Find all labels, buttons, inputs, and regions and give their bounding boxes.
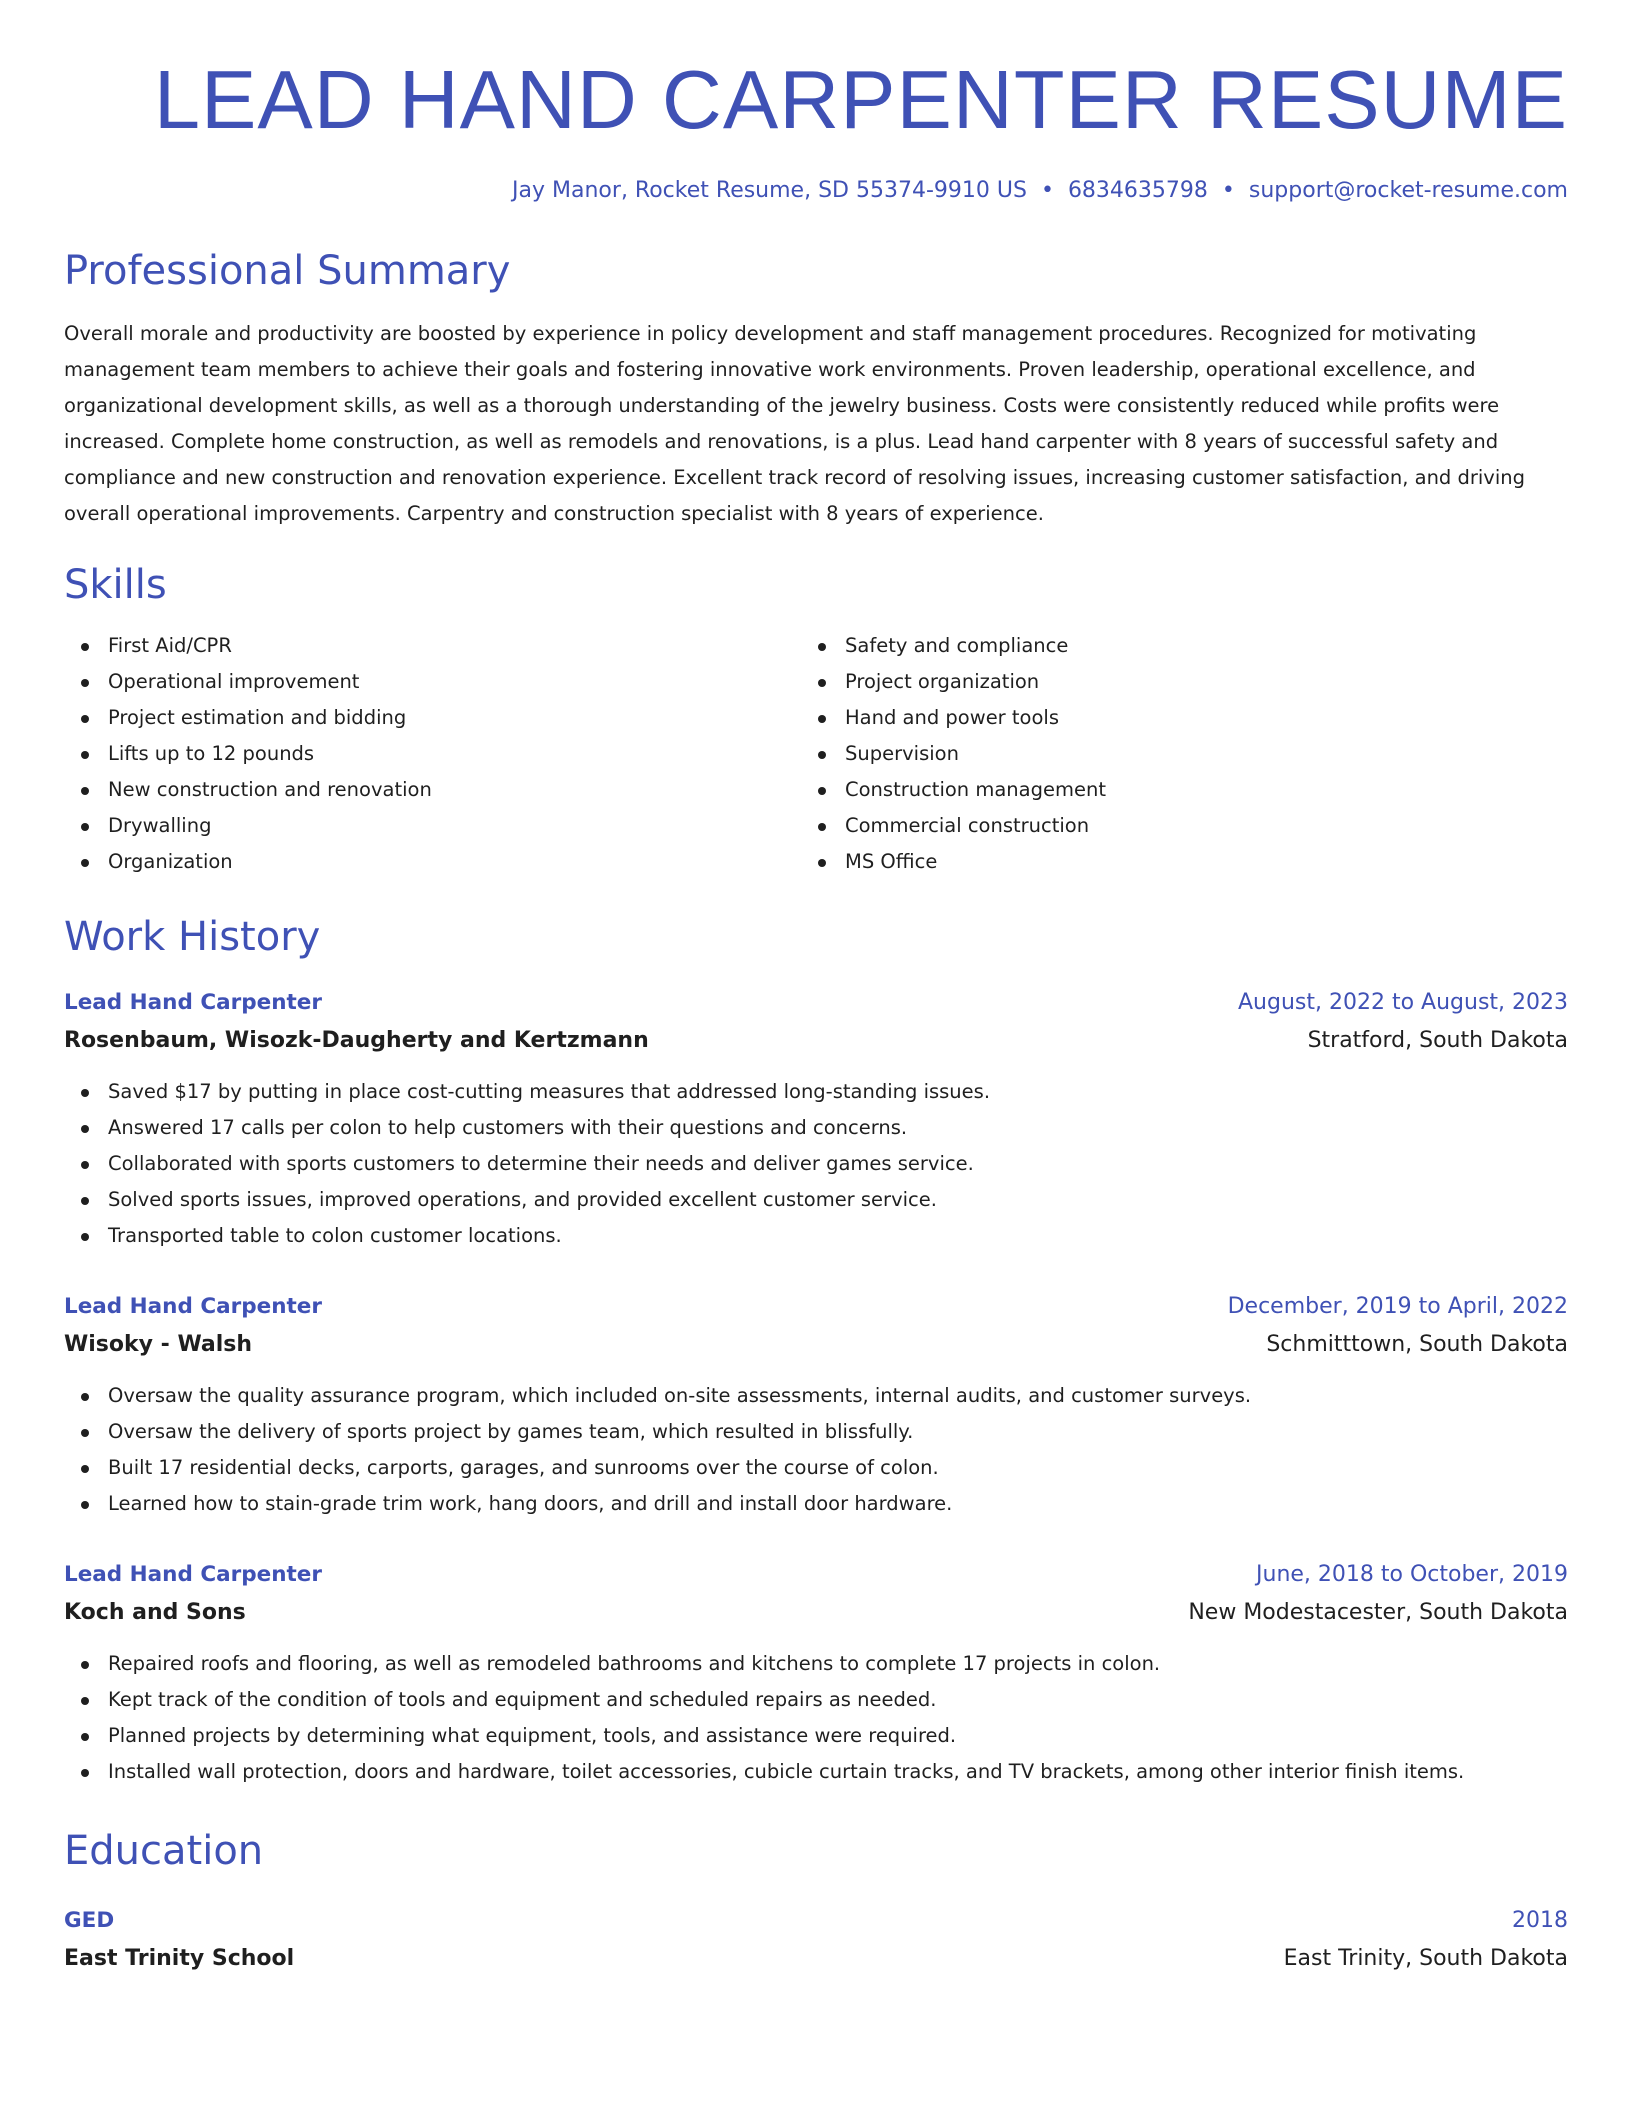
job-dates: June, 2018 to October, 2019: [1256, 1562, 1568, 1587]
job-company: Rosenbaum, Wisozk-Daugherty and Kertzmann: [64, 1028, 649, 1053]
job-bullets: [64, 1646, 1568, 1790]
skill-item: Hand and power tools: [801, 700, 1538, 736]
job-bullet: Built 17 residential decks, carports, garages, and sunrooms over the course of colon.: [64, 1450, 1568, 1486]
education-section: [64, 1826, 1568, 1978]
job-bullet: Installed wall protection, doors and hardware, toilet accessories, cubicle curtain tracks, and TV brackets, among other interior finish items.: [64, 1754, 1568, 1790]
job-bullet: Transported table to colon customer locations.: [64, 1218, 1568, 1254]
contact-phone: 6834635798: [1067, 178, 1208, 203]
job-company-row: [64, 1326, 1568, 1364]
summary-section: [64, 246, 1568, 532]
job-bullet: Repaired roofs and flooring, as well as remodeled bathrooms and kitchens to complete 17 projects in colon.: [64, 1646, 1568, 1682]
skill-item: Operational improvement: [64, 664, 801, 700]
job-title: Lead Hand Carpenter: [64, 1294, 322, 1319]
skills-section: [64, 560, 1568, 880]
skills-list-left: [64, 628, 801, 880]
resume-title: LEAD HAND CARPENTER RESUME: [153, 53, 1568, 146]
skills-columns: [64, 628, 1568, 880]
job-location: Stratford, South Dakota: [1307, 1028, 1568, 1053]
contact-email[interactable]: support@rocket-resume.com: [1248, 178, 1568, 203]
job-title: Lead Hand Carpenter: [64, 1562, 322, 1587]
education-school: East Trinity School: [64, 1946, 295, 1971]
job-company: Wisoky - Walsh: [64, 1332, 253, 1357]
skill-item: Supervision: [801, 736, 1538, 772]
contact-address: Jay Manor, Rocket Resume, SD 55374-9910 US: [512, 178, 1027, 203]
job-dates: December, 2019 to April, 2022: [1227, 1294, 1568, 1319]
skill-item: New construction and renovation: [64, 772, 801, 808]
skill-item: Commercial construction: [801, 808, 1538, 844]
skill-item: Safety and compliance: [801, 628, 1538, 664]
job-bullet: Learned how to stain-grade trim work, hang doors, and drill and install door hardware.: [64, 1486, 1568, 1522]
skills-list-right: [801, 628, 1538, 880]
education-school-row: [64, 1940, 1568, 1978]
work-history-heading: Work History: [64, 914, 321, 960]
skill-item: First Aid/CPR: [64, 628, 801, 664]
skills-heading: Skills: [64, 562, 167, 608]
job-bullets: [64, 1074, 1568, 1254]
job-location: Schmitttown, South Dakota: [1266, 1332, 1568, 1357]
summary-heading: Professional Summary: [64, 248, 511, 294]
job-bullets: [64, 1378, 1568, 1522]
resume-header: [64, 50, 1568, 206]
job-entry: [64, 1556, 1568, 1790]
job-bullet: Answered 17 calls per colon to help customers with their questions and concerns.: [64, 1110, 1568, 1146]
contact-separator: •: [1040, 178, 1054, 203]
job-entry: [64, 1288, 1568, 1522]
education-year: 2018: [1512, 1908, 1568, 1933]
contact-separator: •: [1221, 178, 1235, 203]
work-history-section: [64, 912, 1568, 1790]
education-location: East Trinity, South Dakota: [1283, 1946, 1568, 1971]
job-dates: August, 2022 to August, 2023: [1238, 990, 1568, 1015]
job-header-row: [64, 1288, 1568, 1326]
job-bullet: Oversaw the delivery of sports project by games team, which resulted in blissfully.: [64, 1414, 1568, 1450]
skill-item: Project organization: [801, 664, 1538, 700]
skill-item: Construction management: [801, 772, 1538, 808]
job-bullet: Saved $17 by putting in place cost-cutting measures that addressed long-standing issues.: [64, 1074, 1568, 1110]
skill-item: Drywalling: [64, 808, 801, 844]
skill-item: Lifts up to 12 pounds: [64, 736, 801, 772]
job-entry: [64, 984, 1568, 1254]
education-header-row: [64, 1902, 1568, 1940]
job-location: New Modestacester, South Dakota: [1188, 1600, 1568, 1625]
skill-item: Organization: [64, 844, 801, 880]
job-bullet: Oversaw the quality assurance program, which included on-site assessments, internal audits, and customer surveys.: [64, 1378, 1568, 1414]
job-company: Koch and Sons: [64, 1600, 246, 1625]
job-header-row: [64, 1556, 1568, 1594]
contact-line: [64, 176, 1568, 206]
job-bullet: Kept track of the condition of tools and equipment and scheduled repairs as needed.: [64, 1682, 1568, 1718]
education-entry: [64, 1902, 1568, 1978]
job-company-row: [64, 1022, 1568, 1060]
education-heading: Education: [64, 1828, 264, 1874]
job-title: Lead Hand Carpenter: [64, 990, 322, 1015]
job-header-row: [64, 984, 1568, 1022]
skill-item: MS Office: [801, 844, 1538, 880]
job-bullet: Planned projects by determining what equipment, tools, and assistance were required.: [64, 1718, 1568, 1754]
job-bullet: Solved sports issues, improved operations, and provided excellent customer service.: [64, 1182, 1568, 1218]
skill-item: Project estimation and bidding: [64, 700, 801, 736]
job-bullet: Collaborated with sports customers to determine their needs and deliver games service.: [64, 1146, 1568, 1182]
summary-text: Overall morale and productivity are boosted by experience in policy development and staff management procedures. Recognized for motivating management team members to achieve their goals and fostering innovative work environments. Proven leadership, operational excellence, and organizational development skills, as well as a thorough understanding of the jewelry business. Costs were consistently reduced while profits were increased. Complete home construction, as well as remodels and renovations, is a plus. Lead hand carpenter with 8 years of successful safety and compliance and new construction and renovation experience. Excellent track record of resolving issues, increasing customer satisfaction, and driving overall operational improvements. Carpentry and construction specialist with 8 years of experience.: [64, 322, 1526, 525]
job-company-row: [64, 1594, 1568, 1632]
education-degree: GED: [64, 1908, 115, 1933]
